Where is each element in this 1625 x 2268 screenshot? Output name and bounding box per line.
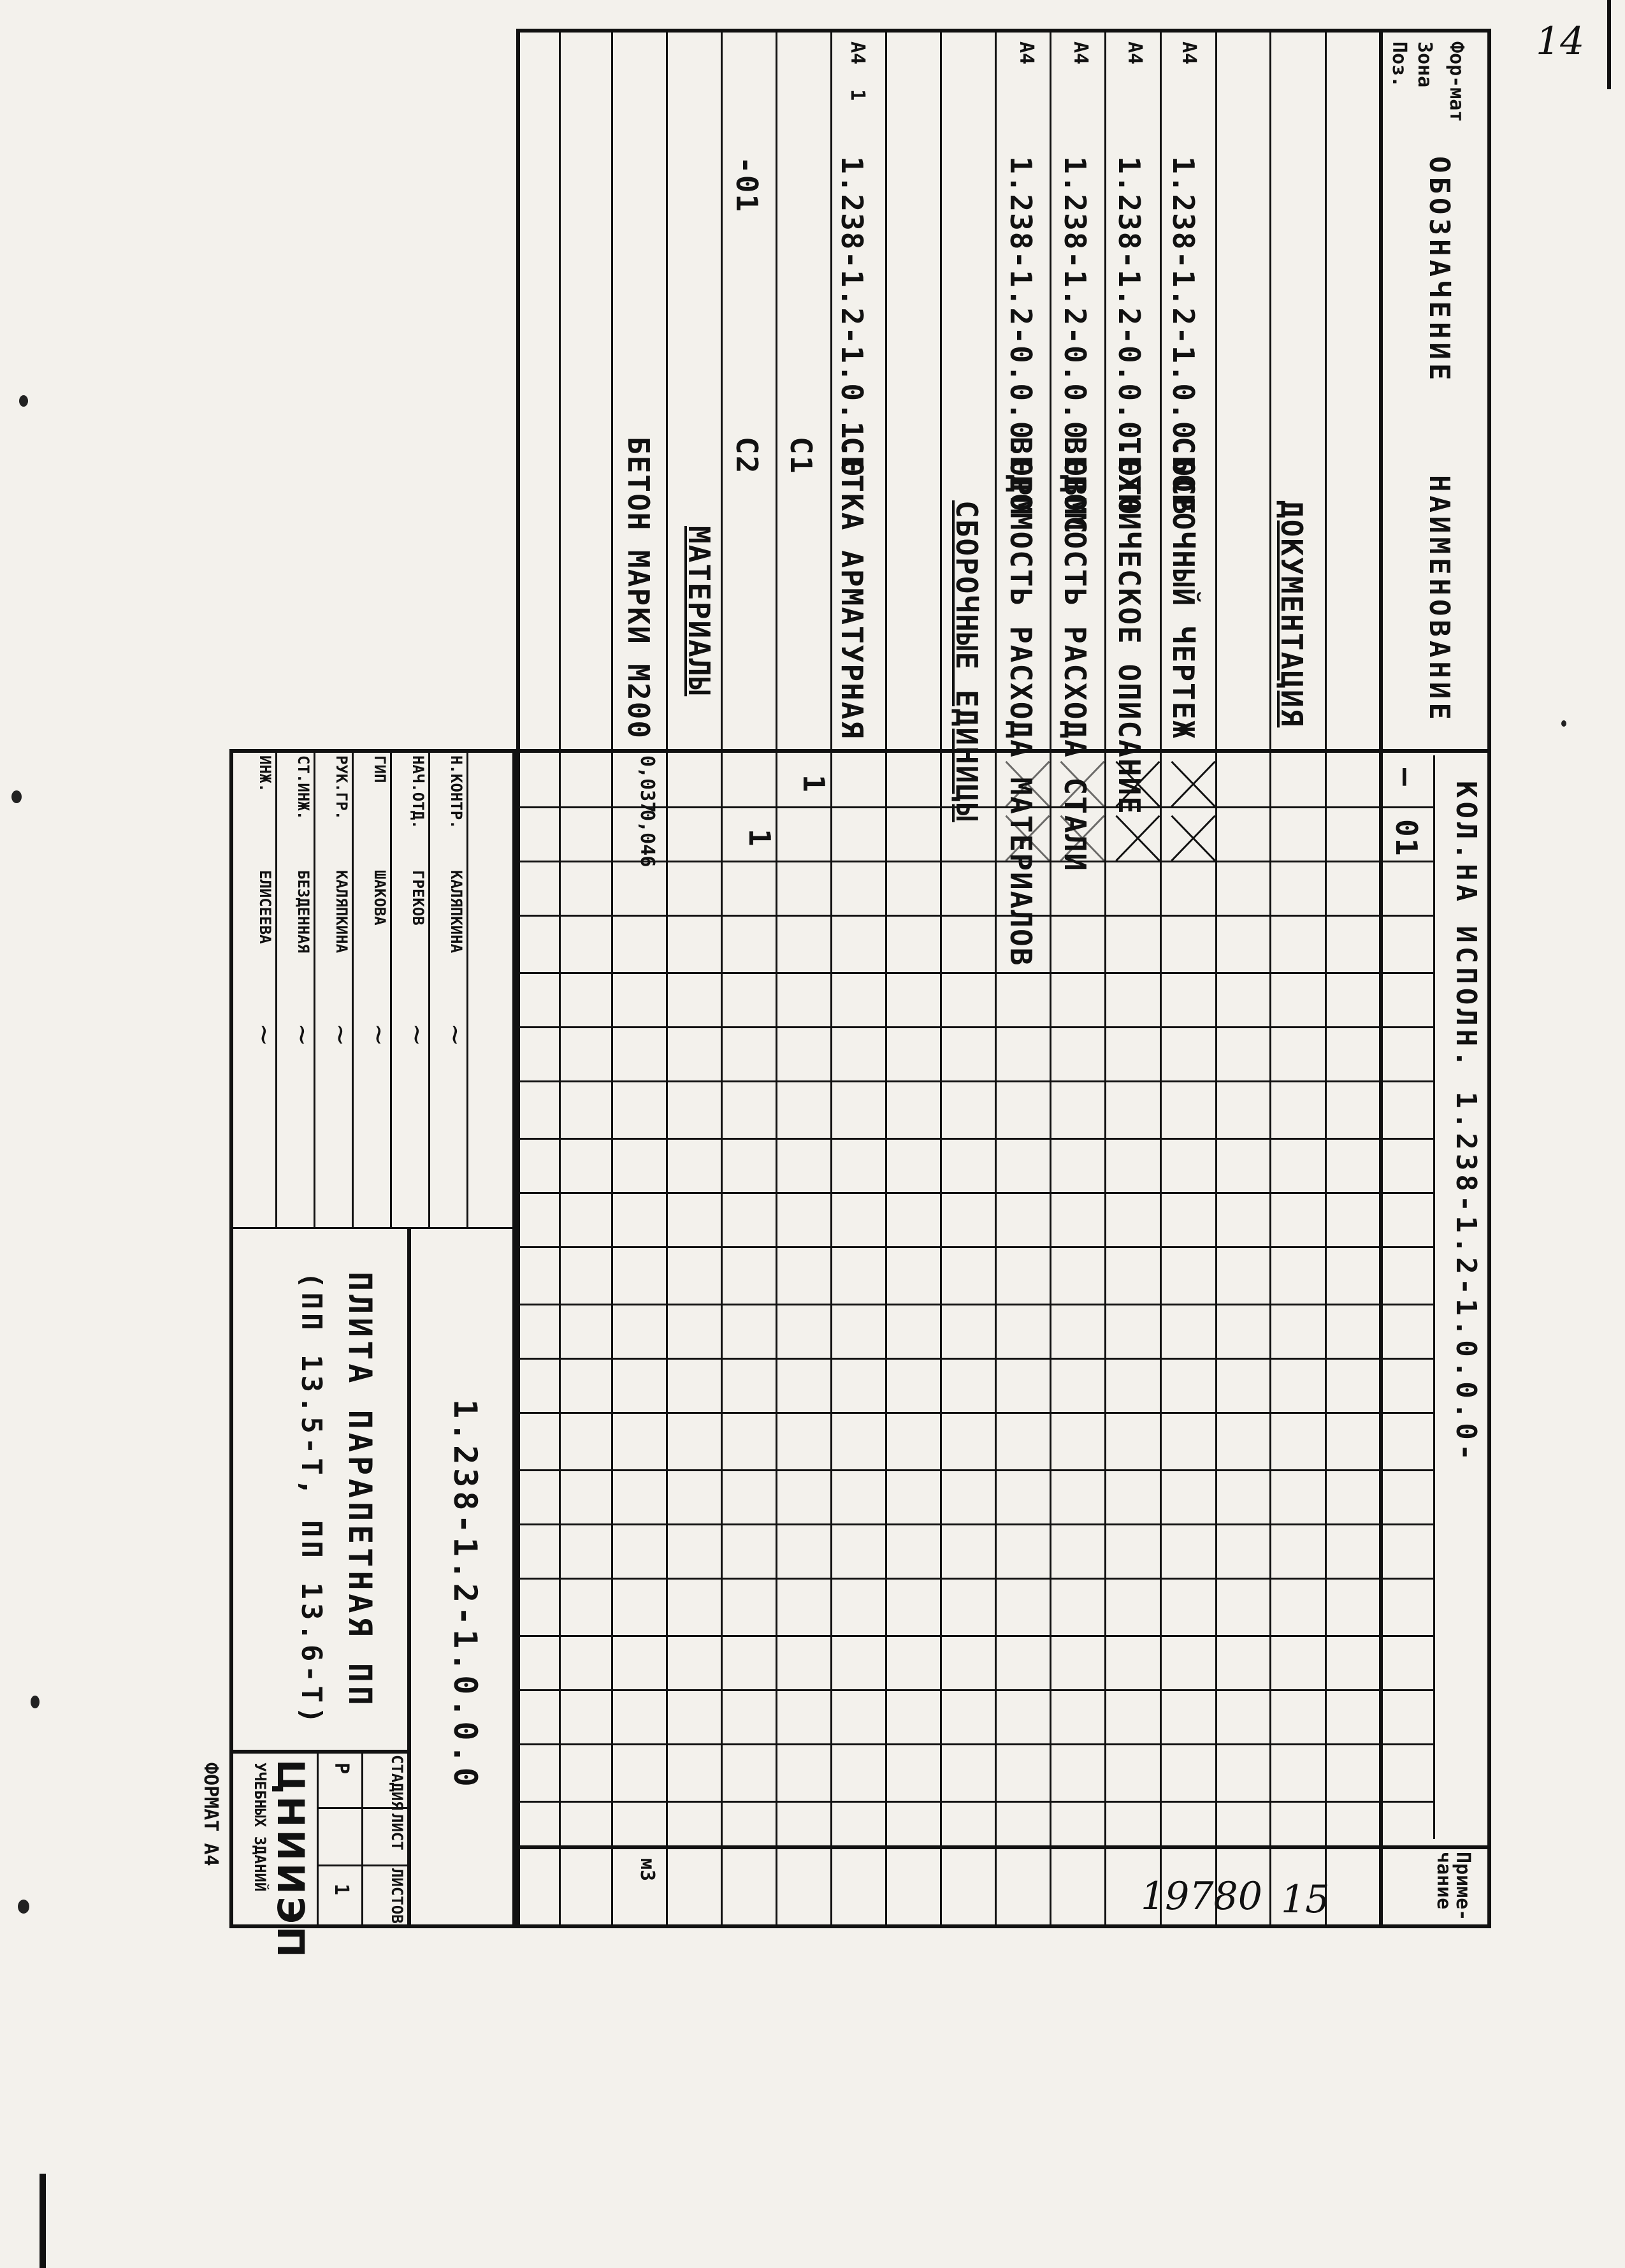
signatory-name: ШАКОВА xyxy=(371,870,389,926)
note-concrete-unit: м3 xyxy=(636,1858,658,1882)
signatory-name: КАЛЯПКИНА xyxy=(333,870,350,954)
format-label: ФОРМАТ А4 xyxy=(199,1763,222,1866)
sheets-total: 1 xyxy=(330,1884,352,1896)
format-header: Фор-мат xyxy=(1445,41,1468,122)
row-name: ВЕДОМОСТЬ РАСХОДА МАТЕРИАЛОВ xyxy=(1004,437,1038,967)
row-designation: 1.238-1.2-1.0.0.0СБ xyxy=(1166,156,1201,516)
name-header: НАИМЕНОВАНИЕ xyxy=(1423,475,1455,723)
row-name: С1 xyxy=(784,437,818,475)
drawing-code: 1.238-1.2-1.0.0.0 xyxy=(447,1399,484,1791)
row-format: А4 xyxy=(846,41,869,65)
org-subtitle: УЧЕБНЫХ ЗДАНИЙ xyxy=(251,1763,269,1892)
row-name: СЕТКА АРМАТУРНАЯ xyxy=(835,437,869,740)
row-name: БЕТОН МАРКИ М200 xyxy=(621,437,656,740)
row-format: А4 xyxy=(1178,41,1200,65)
org-logo: ЦНИИЭП xyxy=(269,1759,312,1960)
drawing-sheet xyxy=(199,29,1491,2139)
row-position: 1 xyxy=(846,89,869,101)
qty-c2-01: 1 xyxy=(742,829,777,848)
row-designation: -01 xyxy=(730,156,764,214)
sheet-label: ЛИСТ xyxy=(388,1814,406,1850)
row-designation: 1.238-1.2-0.0.0.0ТО xyxy=(1112,156,1146,516)
signature: ~ xyxy=(439,1023,472,1047)
scan-speck xyxy=(18,1900,29,1914)
signature: ~ xyxy=(324,1023,357,1047)
designation-header: ОБОЗНАЧЕНИЕ xyxy=(1423,156,1455,384)
scan-speck xyxy=(11,790,22,803)
signatory-role: СТ.ИНЖ. xyxy=(294,755,312,820)
section-documentation: ДОКУМЕНТАЦИЯ xyxy=(1275,500,1309,728)
signatory-name: ЕЛИСЕЕВА xyxy=(256,870,274,944)
row-format: А4 xyxy=(1069,41,1092,65)
row-name: С2 xyxy=(730,437,764,475)
signatory-name: КАЛЯПКИНА xyxy=(447,870,465,954)
inventory-sheet: 15 xyxy=(1281,1877,1330,1922)
sheets-label: ЛИСТОВ xyxy=(388,1868,406,1924)
qty-header: КОЛ.НА ИСПОЛН. 1.238-1.2-1.0.0.0- xyxy=(1450,781,1482,1465)
signature: ~ xyxy=(401,1023,433,1047)
qty-subcol-dash: — xyxy=(1389,768,1424,787)
scan-speck xyxy=(1561,720,1566,727)
row-name: СБОРОЧНЫЙ ЧЕРТЕЖ xyxy=(1166,437,1201,740)
row-name: ВЕДОМОСТЬ РАСХОДА СТАЛИ xyxy=(1058,437,1092,872)
qty-concrete-dash: 0,037 xyxy=(636,755,658,813)
signatory-role: Н.КОНТР. xyxy=(447,755,465,829)
section-assembly-units: СБОРОЧНЫЕ ЕДИНИЦЫ xyxy=(950,500,984,822)
signature: ~ xyxy=(286,1023,319,1047)
signatory-role: ИНЖ. xyxy=(256,755,274,792)
scan-speck xyxy=(19,395,28,407)
signature: ~ xyxy=(363,1023,395,1047)
stage-label: СТАДИЯ xyxy=(388,1755,406,1810)
signatory-role: РУК.ГР. xyxy=(333,755,350,820)
signature: ~ xyxy=(248,1023,280,1047)
stage-value: Р xyxy=(330,1763,352,1775)
drawing-title: ПЛИТА ПАРАПЕТНАЯ ПП xyxy=(342,1272,379,1709)
row-designation: 1.238-1.2-0.0.0.0РМ xyxy=(1004,156,1038,516)
row-format: А4 xyxy=(1123,41,1146,65)
note-header: Приме-чание xyxy=(1433,1852,1474,1921)
binding-mark xyxy=(40,2174,46,2268)
qty-subcol-01: 01 xyxy=(1389,819,1424,857)
section-materials: МАТЕРИАЛЫ xyxy=(682,526,716,697)
signatory-role: ГИП xyxy=(371,755,389,783)
signatory-name: ГРЕКОВ xyxy=(409,870,427,926)
x-mark xyxy=(1115,815,1160,862)
x-mark xyxy=(1170,815,1216,862)
qty-c1-dash: 1 xyxy=(797,774,831,794)
row-name: ТЕХНИЧЕСКОЕ ОПИСАНИЕ xyxy=(1112,437,1146,815)
qty-concrete-01: 0,046 xyxy=(636,810,658,868)
row-designation: 1.238-1.2-1.0.1.0 xyxy=(835,156,869,478)
zone-header: Зона xyxy=(1413,41,1436,88)
position-header: Поз. xyxy=(1388,41,1410,88)
signatory-name: БЕЗДЕННАЯ xyxy=(294,870,312,954)
row-format: А4 xyxy=(1015,41,1037,65)
drawing-subtitle: (ПП 13.5-Т, ПП 13.6-Т) xyxy=(295,1272,328,1727)
inventory-number: 19780 xyxy=(1141,1874,1262,1919)
x-mark xyxy=(1170,760,1216,808)
signatory-role: НАЧ.ОТД. xyxy=(409,755,427,829)
binding-mark xyxy=(1607,0,1611,89)
scan-speck xyxy=(31,1696,40,1708)
page-number: 14 xyxy=(1536,19,1585,64)
row-designation: 1.238-1.2-0.0.0.0ВМС xyxy=(1058,156,1092,535)
